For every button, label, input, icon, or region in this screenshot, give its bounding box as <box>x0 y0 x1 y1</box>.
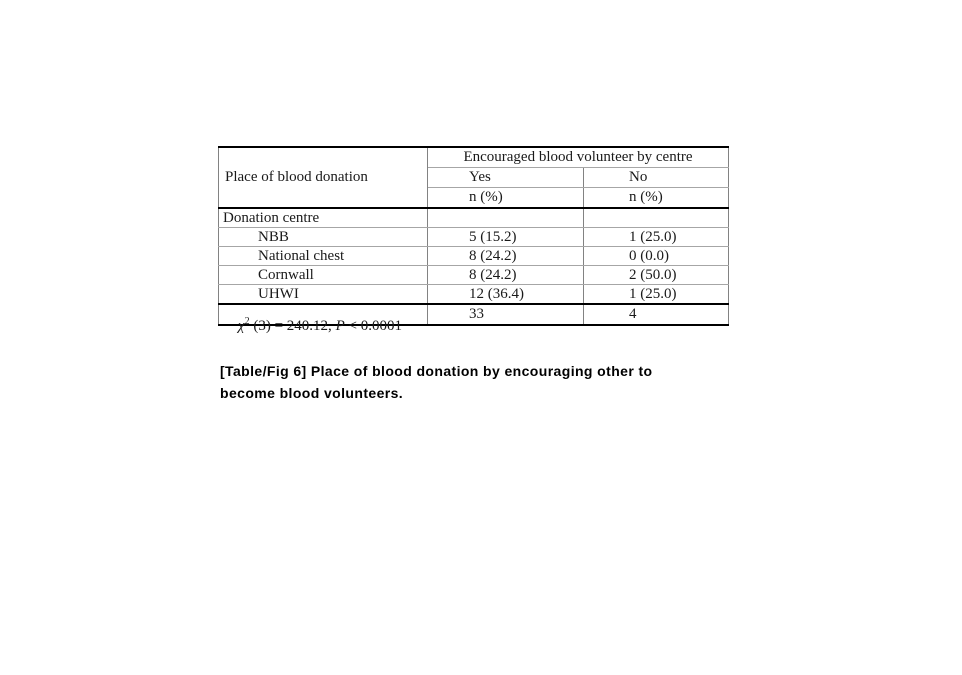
caption-line-1: [Table/Fig 6] Place of blood donation by encouraging other to <box>220 363 653 379</box>
chi-statistic-text: (3) = 240.12, <box>249 318 336 334</box>
cell-no-value: 1 (25.0) <box>584 285 729 305</box>
total-yes: 33 <box>428 304 584 325</box>
column-group-header-encouraged: Encouraged blood volunteer by centre <box>428 147 729 168</box>
cell-yes-value: 8 (24.2) <box>428 247 584 266</box>
group-label-donation-centre: Donation centre <box>219 208 428 228</box>
column-header-no: No <box>584 168 729 188</box>
column-header-yes: Yes <box>428 168 584 188</box>
column-units-no: n (%) <box>584 188 729 209</box>
table-row <box>219 247 729 266</box>
chi-exponent: 2 <box>244 316 250 327</box>
figure-caption <box>220 360 652 404</box>
row-label-national-chest: National chest <box>219 247 428 266</box>
cell-yes-value: 5 (15.2) <box>428 228 584 247</box>
cell-no-value: 1 (25.0) <box>584 228 729 247</box>
empty-cell <box>428 208 584 228</box>
row-label-nbb: NBB <box>219 228 428 247</box>
p-symbol: P <box>335 318 345 334</box>
cell-yes-value: 8 (24.2) <box>428 266 584 285</box>
table-group-row <box>219 208 729 228</box>
table-span-header-row <box>219 147 729 168</box>
row-label-cornwall: Cornwall <box>219 266 428 285</box>
cell-no-value: 2 (50.0) <box>584 266 729 285</box>
row-label-uhwi: UHWI <box>219 285 428 305</box>
results-table <box>218 146 729 326</box>
cell-yes-value: 12 (36.4) <box>428 285 584 305</box>
cell-no-value: 0 (0.0) <box>584 247 729 266</box>
table-row <box>219 228 729 247</box>
caption-line-2: become blood volunteers. <box>220 385 404 401</box>
p-value-text: < 0.0001 <box>344 318 402 334</box>
column-header-place-of-donation: Place of blood donation <box>219 147 428 208</box>
table-row <box>219 285 729 305</box>
chi-symbol: χ <box>238 318 245 334</box>
empty-cell <box>584 208 729 228</box>
table-row <box>219 266 729 285</box>
total-no: 4 <box>584 304 729 325</box>
chi-square-note <box>238 316 402 336</box>
column-units-yes: n (%) <box>428 188 584 209</box>
